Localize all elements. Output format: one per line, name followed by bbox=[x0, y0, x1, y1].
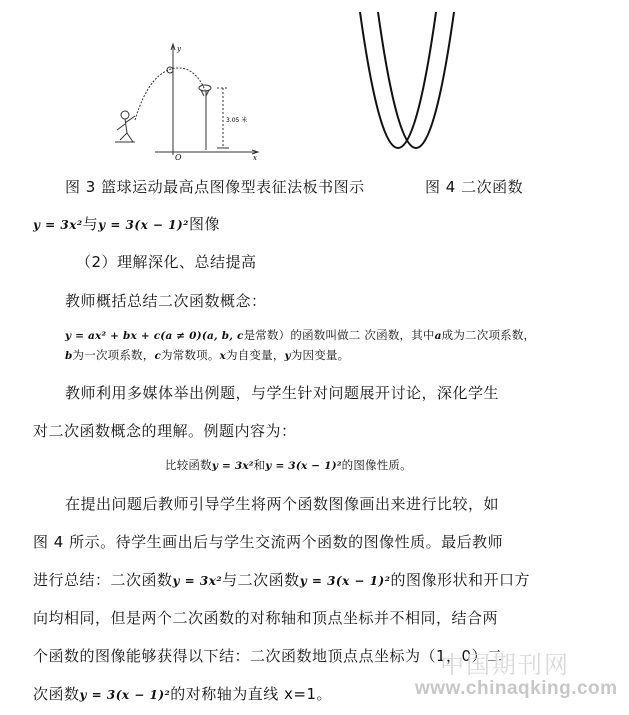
section-heading: （2）理解深化、总结提高 bbox=[76, 253, 257, 271]
text: 为常数项。 bbox=[161, 348, 220, 362]
definition-line-1 bbox=[65, 327, 535, 343]
text: 和 bbox=[253, 458, 266, 472]
text: 进行总结：二次函数 bbox=[33, 571, 173, 589]
parabola-y-3x-1-2 bbox=[378, 12, 454, 148]
origin-label: O bbox=[175, 153, 182, 160]
figure-3-basketball bbox=[105, 30, 265, 160]
parabola-y-3x2 bbox=[360, 12, 436, 148]
variable: b bbox=[65, 350, 73, 362]
paragraph: 向均相同，但是两个二次函数的对称轴和顶点坐标并不相同，结合两 bbox=[33, 609, 499, 627]
text: 是常数）的函数叫做二 次函数，其中 bbox=[243, 328, 435, 342]
text: 为因变量。 bbox=[290, 348, 350, 362]
variable: x bbox=[219, 350, 227, 362]
paragraph: 教师利用多媒体举出例题，与学生针对问题展开讨论，深化学生 bbox=[65, 384, 500, 402]
definition-line-2 bbox=[65, 347, 349, 363]
text: 与二次函数 bbox=[222, 571, 300, 589]
formula: y = 3(x − 1)² bbox=[299, 574, 391, 588]
height-label: 3.05 米 bbox=[226, 117, 248, 124]
text: 比较函数 bbox=[165, 458, 212, 472]
variable: c bbox=[154, 350, 162, 362]
paragraph: 教师概括总结二次函数概念： bbox=[65, 292, 267, 310]
caption-tail: 图像 bbox=[188, 215, 220, 233]
formula: y = 3x² bbox=[33, 218, 83, 232]
watermark-cn: 中国期刊网 bbox=[440, 651, 570, 679]
paragraph: 在提出问题后教师引导学生将两个函数图像画出来进行比较，如 bbox=[65, 495, 500, 513]
watermark-url: www.chinaqking.com bbox=[415, 678, 618, 699]
formula: y = 3x² bbox=[172, 574, 223, 588]
formula: y = 3(x − 1)² bbox=[79, 688, 171, 702]
variable: a bbox=[434, 330, 442, 342]
figure-4-caption-cont bbox=[33, 213, 220, 234]
formula: y = 3x² bbox=[211, 460, 254, 472]
formula: y = 3(x − 1)² bbox=[265, 460, 342, 472]
player-body bbox=[117, 116, 135, 142]
ball bbox=[167, 67, 173, 73]
text: 次函数 bbox=[33, 685, 80, 703]
x-axis-label: x bbox=[253, 154, 257, 160]
paragraph bbox=[33, 569, 530, 590]
text: 的图像性质。 bbox=[341, 458, 412, 472]
example-line bbox=[165, 457, 412, 473]
text: 的图像形状和开口方 bbox=[390, 571, 530, 589]
player-head bbox=[121, 111, 129, 119]
formula: y = ax² + bx + c(a ≠ 0)(a, b, c bbox=[65, 330, 244, 342]
variable: y bbox=[284, 350, 291, 362]
y-axis-label: y bbox=[177, 45, 181, 53]
text: 为自变量， bbox=[226, 348, 285, 362]
formula: y = 3(x − 1)² bbox=[98, 218, 189, 232]
figure-3-caption: 图 3 篮球运动最高点图像型表征法板书图示 bbox=[65, 178, 365, 196]
ball-trajectory-curve bbox=[135, 68, 205, 120]
text: 的对称轴为直线 x=1。 bbox=[170, 685, 333, 703]
paragraph: 图 4 所示。待学生画出后与学生交流两个函数的图像性质。最后教师 bbox=[33, 533, 504, 551]
paragraph: 对二次函数概念的理解。例题内容为： bbox=[33, 422, 297, 440]
figure-4-parabolas bbox=[340, 8, 460, 156]
caption-join: 与 bbox=[82, 215, 99, 233]
text: 为一次项系数， bbox=[72, 348, 155, 362]
paragraph: 个函数的图像能够获得以下结：二次函数地顶点点坐标为（1，0）二 bbox=[33, 647, 503, 665]
paragraph bbox=[33, 683, 332, 704]
text: 成为二次项系数， bbox=[441, 328, 536, 342]
figure-4-caption: 图 4 二次函数 bbox=[425, 178, 524, 196]
